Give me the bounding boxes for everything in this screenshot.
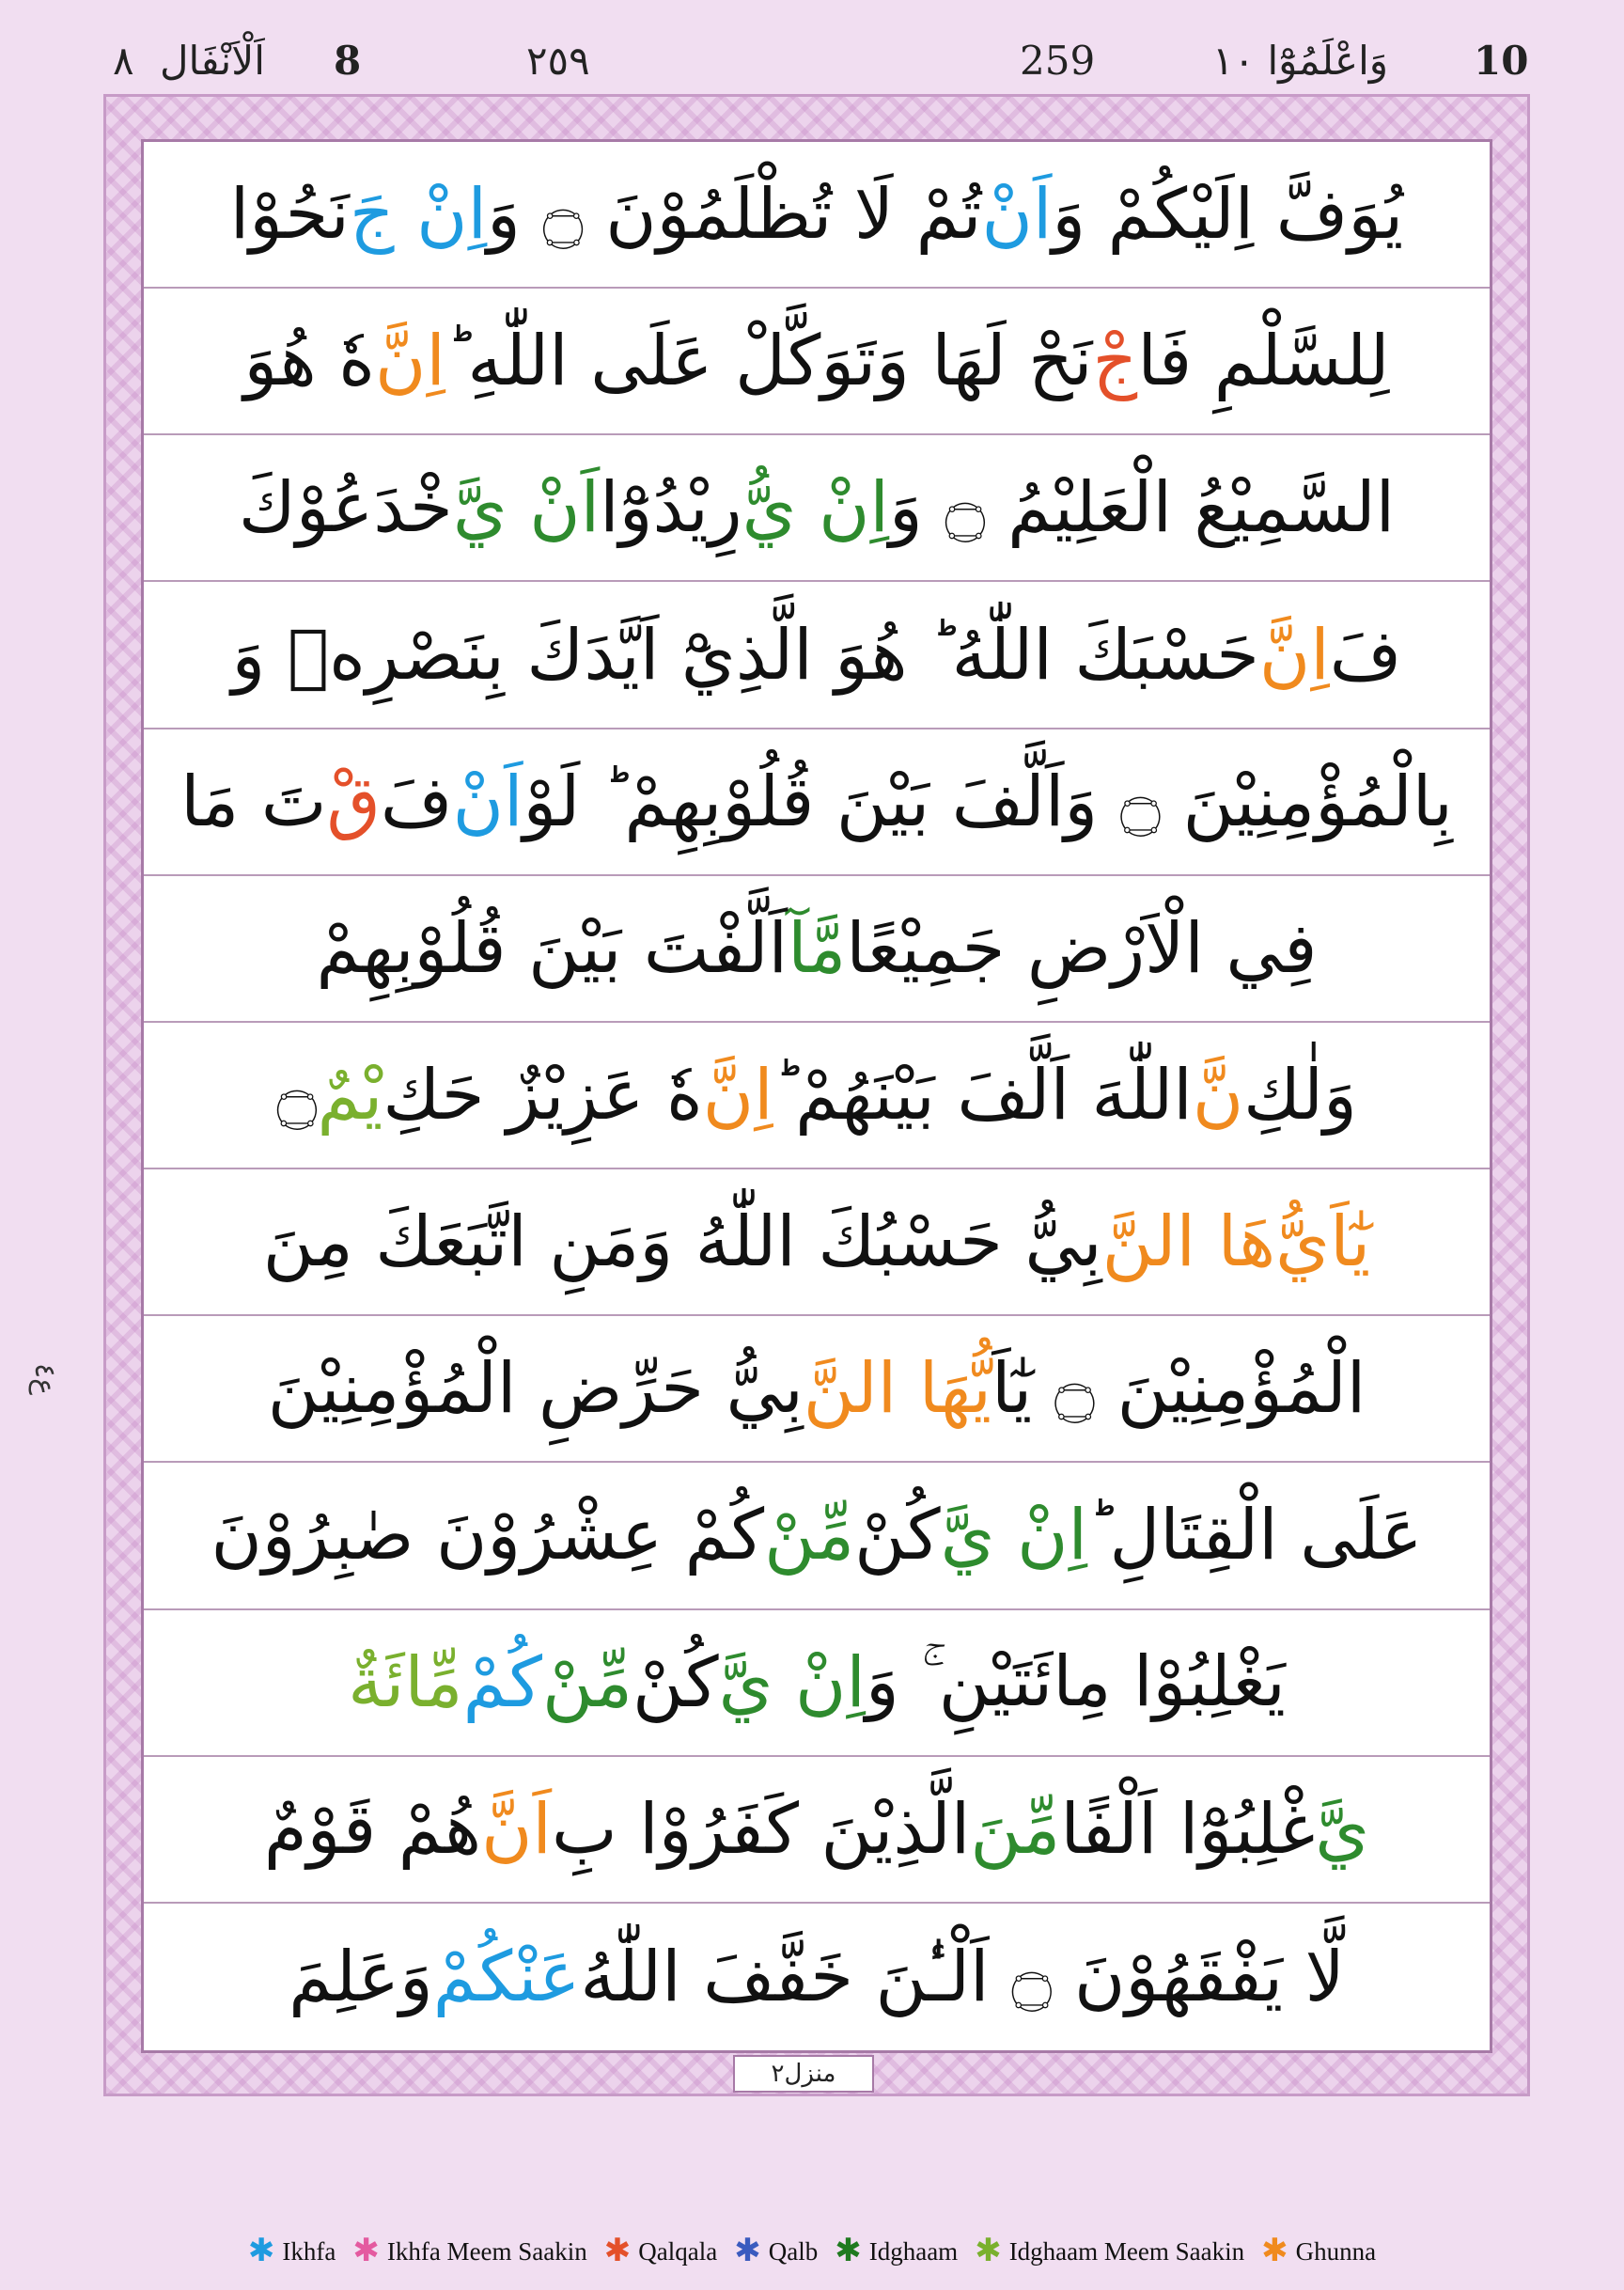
text-line [144,582,1490,729]
text-segment: الَّذِيْنَ كَفَرُوْا بِ [551,1788,971,1870]
juz-number: 10 [1474,38,1529,84]
text-segment: وَلٰكِ [1243,1054,1357,1136]
legend-item [734,2235,818,2267]
text-segment: يُوَفَّ اِلَيْكُمْ وَ [1052,174,1404,256]
tajweed-legend [0,2228,1624,2275]
text-line [144,1904,1490,2050]
star-icon: ✱ [734,2234,761,2268]
legend-item [248,2235,336,2267]
text-segment: وَعَلِمَ [289,1936,433,2017]
legend-item [1261,2235,1376,2267]
tajweed-ghunna-segment: يُّهَا النَّ [803,1348,992,1430]
text-line [144,729,1490,876]
legend-label: Ikhfa [282,2236,336,2266]
tajweed-idgham-segment: اَنْ يَّ [452,467,601,549]
text-line [144,1169,1490,1316]
text-segment: بِيُّ حَرِّضِ الْمُؤْمِنِيْنَ [267,1348,804,1430]
manzil-label: منزل٢ [733,2055,874,2093]
text-segment: كُنْ [632,1641,719,1723]
tajweed-ghunna-segment: اِنَّ [1258,614,1330,696]
legend-item [835,2235,958,2267]
tajweed-idgham-segment: مَّآ [788,907,847,989]
text-line [144,1610,1490,1757]
text-segment: السَّمِيْعُ الْعَلِيْمُ ۝ وَ [889,467,1396,549]
tajweed-ghunna-segment: هَا النَّ [1101,1201,1276,1283]
tajweed-idgham-segment: مِّنْ [542,1641,633,1723]
tajweed-idgham-segment: يَّ [1315,1788,1370,1870]
legend-label: Ikhfa Meem Saakin [386,2236,587,2266]
tajweed-idgham-segment: اِنْ يَّ [940,1495,1088,1576]
text-segment: فِي الْاَرْضِ جَمِيْعًا [846,907,1318,989]
text-segment: خْدَعُوْكَ [238,467,453,549]
text-segment: الْمُؤْمِنِيْنَ ۝ يٰٓاَ [992,1348,1366,1430]
star-icon: ✱ [603,2234,632,2268]
tajweed-ikhfa-segment: اِنْ جَ [349,174,488,256]
tajweed-idgham-meem-segment: مِّائَةٌ [348,1641,463,1723]
legend-label: Qalb [768,2236,819,2266]
text-line [144,1023,1490,1169]
tajweed-idgham-segment: اِنْ يَّ [718,1641,866,1723]
text-line [144,1757,1490,1904]
page-number: 259 [1020,38,1096,84]
text-segment: هٗ عَزِيْزٌ حَكِ [383,1054,703,1136]
text-line [144,435,1490,582]
text-segment: تَ مَا [180,761,327,842]
text-segment: عَلَى الْقِتَالِ ؕ [1087,1495,1423,1576]
legend-item [975,2235,1244,2267]
text-segment: بِيُّ حَسْبُكَ اللّٰهُ وَمَنِ اتَّبَعَكَ مِنَ [262,1201,1102,1283]
legend-label: Ghunna [1295,2236,1377,2266]
star-icon: ✱ [835,2234,862,2268]
text-line [144,142,1490,289]
tajweed-ikhfa-segment: كُمْ [462,1641,543,1723]
ruku-marker: ع٤ [28,1363,61,1396]
tajweed-ghunna-segment: اِنَّ [375,321,445,402]
text-segment: ۝ [276,1054,318,1136]
tajweed-ghunna-segment: اَنَّ [481,1788,552,1870]
text-segment: بِالْمُؤْمِنِيْنَ ۝ وَاَلَّفَ بَيْنَ قُلُوْبِهِمْ ؕ لَوْ [523,761,1453,842]
text-line [144,876,1490,1023]
text-segment: رِيْدُوْٓا [600,467,742,549]
text-line [144,1316,1490,1463]
surah-number: 8 [334,38,362,84]
text-segment: يَغْلِبُوْا مِائَتَيْنِ ۚ وَ [865,1641,1286,1723]
tajweed-ikhfa-segment: اَنْ [452,761,523,842]
text-segment: اَلَّفْتَ بَيْنَ قُلُوْبِهِمْ [316,907,789,989]
text-segment: فَ [380,761,453,842]
legend-label: Qalqala [638,2236,718,2266]
text-segment: هُمْ قَوْمٌ [263,1788,482,1870]
tajweed-qalqala-segment: جْ [1092,321,1138,402]
star-icon: ✱ [975,2234,1002,2268]
tajweed-idgham-meem-segment: يْمٌ [317,1054,383,1136]
tajweed-ghunna-segment: نَّ [1192,1054,1244,1136]
surah-number-arabic: ٨ [113,38,134,84]
text-segment: حَسْبَكَ اللّٰهُ ؕ هُوَ الَّذِيْٓ اَيَّدَكَ بِنَصْرِهٖ وَ [231,614,1259,696]
tajweed-idgham-segment: اِنْ يُّ [742,467,889,549]
tajweed-idgham-segment: مِّنْ [764,1495,855,1576]
text-line [144,1463,1490,1609]
text-line [144,289,1490,435]
text-segment: نَحْ لَهَا وَتَوَكَّلْ عَلَى اللّٰهِ ؕ [445,321,1093,402]
quran-page [141,139,1492,2053]
legend-item [352,2235,586,2267]
text-segment: فَ [1329,614,1402,696]
star-icon: ✱ [1261,2234,1288,2268]
legend-item [604,2235,717,2267]
tajweed-idgham-segment: مِّنَ [970,1788,1061,1870]
surah-name: اَلْاَنْفَال [160,38,265,84]
text-segment: اللّٰهَ اَلَّفَ بَيْنَهُمْ ؕ [773,1054,1193,1136]
text-segment: تُمْ لَا تُظْلَمُوْنَ ۝ وَ [487,174,982,256]
tajweed-qalqala-segment: قْ [326,761,381,842]
text-segment: لِلسَّلْمِ فَا [1137,321,1390,402]
text-segment: هٗ هُوَ [243,321,375,402]
tajweed-ikhfa-segment: اَنْ [981,174,1053,256]
legend-label: Idghaam [868,2236,959,2266]
text-segment: لَّا يَفْقَهُوْنَ ۝ اَلْـٰٔنَ خَفَّفَ اللّٰهُ [580,1936,1345,2017]
star-icon: ✱ [352,2234,380,2268]
star-icon: ✱ [247,2234,275,2268]
tajweed-ikhfa-segment: عَنْكُمْ [432,1936,581,2017]
text-segment: كُمْ عِشْرُوْنَ صٰبِرُوْنَ [211,1495,765,1576]
juz-name: وَاعْلَمُوْٓا ١٠ [1212,38,1389,84]
tajweed-ghunna-segment: اِنَّ [702,1054,773,1136]
tajweed-ghunna-segment: يٰٓاَيُّ [1275,1201,1371,1283]
legend-label: Idghaam Meem Saakin [1008,2236,1245,2266]
page-number-arabic: ٢٥٩ [526,38,590,84]
text-segment: نَحُوْا [229,174,350,256]
text-segment: غْلِبُوْٓا اَلْفًا [1060,1788,1316,1870]
text-segment: كُنْ [854,1495,941,1576]
